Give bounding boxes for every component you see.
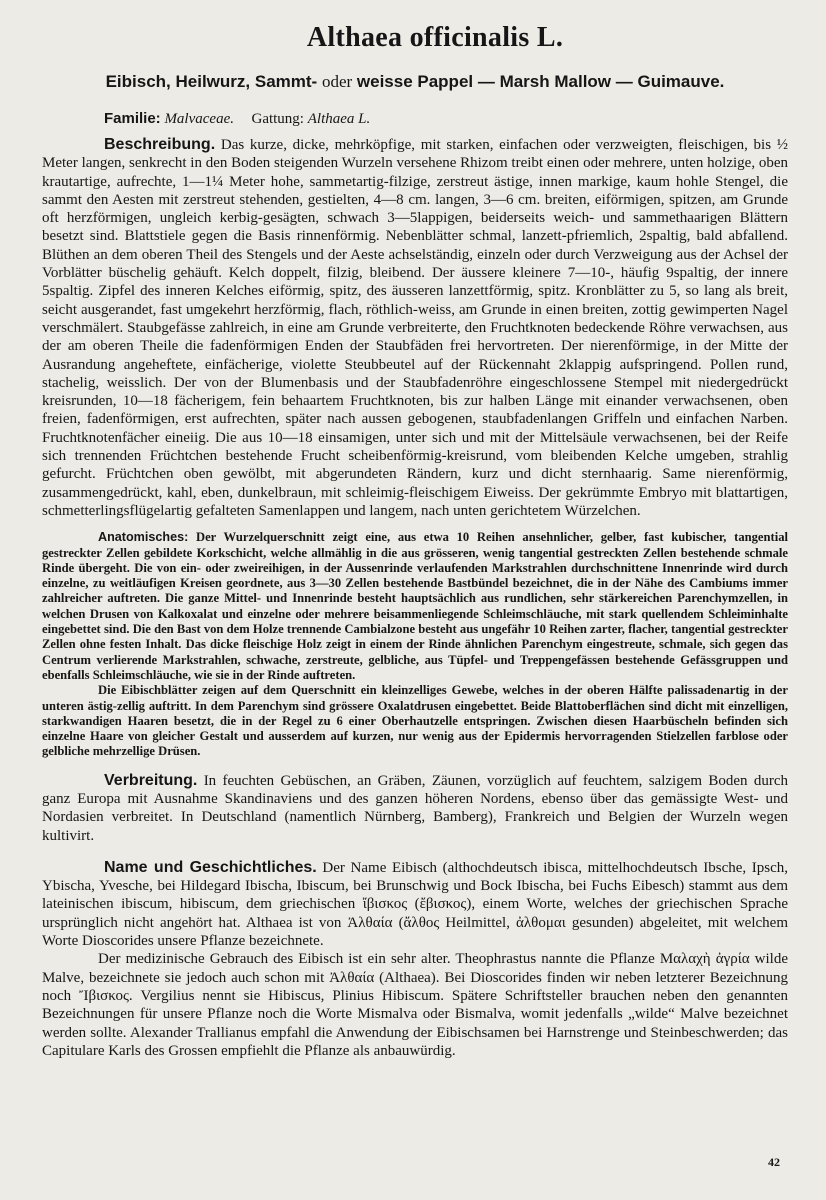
- anatomisches-heading: Anatomisches:: [98, 530, 189, 545]
- common-names-oder: oder: [321, 72, 353, 91]
- beschreibung-text: Das kurze, dicke, mehrköpfige, mit starken, einfachen oder verzweigten, fleischigen, bis ½ Meter langen, senkrecht in den Boden steigenden Wurzeln versehene Rhizom treibt einen oder mehrere, unten holzige, oben krautartige, aufrechte, 1—1¼ Meter hohe, sammetartig-filzige, zerstreut ästige, innen markige, kaum hohle Stengel, die sammt den Aesten mit zerstreut stehenden, gestielten, 4—8 cm. langen, 3—6 cm. breiten, eiförmigen, spitzen, am Grunde oft herzförmigen, ungleich kerbig-gesägten, schwach 3—5lappigen, beiderseits weich- und sammethaarigen Blättern besetzt sind. Blattstiele gegen die Basis rinnenförmig. Nebenblätter schmal, lanzett-pfriemlich, 2spaltig, bald abfallend. Blüthen an dem oberen Theil des Stengels und der Aeste achselständig, einzeln oder durch Verzweigung aus der Achsel der Vorblätter büschelig gehäuft. Kelch doppelt, filzig, bleibend. Der äussere kleinere 7—10-, häufig 9spaltig, der innere 5spaltig. Zipfel des inneren Kelches eiförmig, spitz, des äusseren lanzettförmig, spitz. Kronblätter zu 5, so lang als breit, seicht ausgerandet, fast umgekehrt herzförmig, flach, röthlich-weiss, am Grunde in einen breiten, zottig gewimperten Nagel verschmälert. Staubgefässe zahlreich, in eine am Grunde verbreiterte, den Fruchtknoten bedeckende Röhre verwachsen, aus der am oberen Theile die fadenförmigen Enden der Staubfäden frei hervortreten. Der nierenförmige, in der Mitte der Ausrandung angeheftete, einfächerige, violette Steubbeutel auf der Rückennaht 2klappig aufspringend. Pollen rund, stachelig, weisslich. Der von der Blumenbasis und der Staubfadenröhre eingeschlossene Stempel mit niedergedrückt kreisrunden, 10—18 fächerigem, fein behaartem Fruchtknoten, bis zur halben Länge mit einander verwachsenen, oben freien, fadenförmigen, erst aufrechten, später nach aussen gebogenen, staubfadenlangen Griffeln und einfachen Narben. Fruchtknotenfächer eineiig. Die aus 10—18 einsamigen, unter sich und mit der Mittelsäule verwachsenen, bei der Reife sich trennenden Früchtchen bestehende Frucht scheibenförmig-kreisrund, vom bleibenden Kelche umgeben, strahlig gefurcht. Früchtchen oben gewölbt, mit abgerundeten Rändern, kurz und dicht sternhaarig. Same nierenförmig, zusammengedrückt, kahl, eben, dunkelbraun, mit schleimig-fleischigem Eiweiss. Der gekrümmte Embryo mit blattartigen, schmetterlingsflügelartig gefalteten Samenlappen und langem, nach unten gerichtetem Würzelchen.: [42, 137, 789, 519]
- name-heading: Name und Geschichtliches.: [104, 858, 317, 876]
- anatomisches-section: [42, 530, 788, 683]
- anatomisches-blaetter: Die Eibischblätter zeigen auf dem Querschnitt ein kleinzelliges Gewebe, welches in der oberen Hälfte palissadenartig in der unteren ästig-zellig auftritt. In dem Parenchym sind grössere Oxalatdrusen eingebettet. Beide Blattoberflächen sind dicht mit einzelligen, starkwandigen Haaren besetzt, die in der Regel zu 6 einer Oberhautzelle entspringen. Zwischen diesen Haarbüscheln befinden sich einzelne Haare von gleicher Gestalt und ausserdem auf kurzen, nur wenig aus der Epidermis hervorragenden Stielzellen farblose oder gelbliche mehrzellige Drüsen.: [42, 683, 788, 759]
- verbreitung-section: [42, 772, 788, 845]
- familie-label: Familie:: [104, 110, 161, 127]
- beschreibung-heading: Beschreibung.: [104, 136, 216, 153]
- anatomisches-text: Der Wurzelquerschnitt zeigt eine, aus etwa 10 Reihen ansehnlicher, gelber, fast kubischer, tangential gestreckter Zellen gebildete Korkschicht, welche allmählig in die aus grösseren, wenig tangential gestreckten Zellen bestehende schmale Rinde übergeht. Die von ein- oder zweireihigen, in der Aussenrinde verlaufenden Markstrahlen durchschnittene Innenrinde wird durch einzelne, zu weitläufigen Kreisen geordnete, aus 3—30 Zellen bestehende Bastbündel bezeichnet, die in der Nähe des Cambiums immer zahlreicher auftreten. Die ganze Mittel- und Innenrinde besteht hauptsächlich aus rundlichen, sehr stärkereichen Parenchymzellen, in welchen Drusen von Kalkoxalat und einzelne oder mehrere beisammenliegende Schleimschläuche, mit stark quellendem Schleiminhalte eingebettet sind. Die den Bast von dem Holze trennende Cambialzone besteht aus ungefähr 10 Reihen zarter, flacher, tangential gestreckter Zellen ohne festen Inhalt. Das dicke fleischige Holz zeigt in einem der Rinde ähnlichen Parenchym eingestreute, schmale, sich gegen das Centrum verlierende Markstrahlen, schwache, zerstreute, gelbliche, aus Tüpfel- und Treppengefässen bestehende Gefässgruppen und ebenfalls Schleimschläuche, wie sie in der Rinde auftreten.: [42, 530, 789, 682]
- name-text: Der Name Eibisch (althochdeutsch ibisca, mittelhochdeutsch Ibsche, Ipsch, Ybischa, Yvesche, bei Hildegard Ibischa, Ibiscum, bei Brunschwig und Bock Ibischa, bei Fuchs Eibesch) stammt aus dem lateinischen ibiscum, hibiscum, dem griechischen ἴβισκος (ἔβισκος), einem Worte, welches der griechischen Sprache ursprünglich nicht angehört hat. Althaea ist von Ἀλθαία (ἄλθος Heilmittel, ἀλθομαι gesunden) abgeleitet, mit welchem Worte Dioscorides unsere Pflanze bezeichnete.: [42, 859, 789, 950]
- page-number: 42: [768, 1155, 780, 1169]
- beschreibung-section: [42, 136, 788, 520]
- common-names: [42, 72, 788, 92]
- common-names-part2: weisse Pappel — Marsh Mallow — Guimauve.: [356, 72, 725, 91]
- familie-value: Malvaceae.: [164, 111, 234, 127]
- name-section: [42, 859, 788, 950]
- common-names-part1: Eibisch, Heilwurz, Sammt-: [105, 72, 318, 91]
- page-title: Althaea officinalis L.: [306, 22, 564, 53]
- gattung-value: Althaea L.: [307, 111, 371, 127]
- verbreitung-heading: Verbreitung.: [104, 771, 198, 789]
- taxonomy-line: [104, 110, 788, 128]
- gattung-label: Gattung:: [251, 111, 304, 127]
- name-history: Der medizinische Gebrauch des Eibisch ist ein sehr alter. Theophrastus nannte die Pflanze Μαλαχὴ ἀγρία wilde Malve, bezeichnete sie jedoch auch schon mit Ἀλθαία (Althaea). Bei Dioscorides finden wir neben letzterer Bezeichnung noch Ἴβισκος. Vergilius nennt sie Hibiscus, Plinius Hibiscum. Spätere Schriftsteller brauchen neben den genannten Bezeichnungen für unsere Pflanze noch die Worte Mismalva oder Bismalva, womit jedenfalls „wilde“ Malve bezeichnet werden sollte. Alexander Trallianus empfahl die Anwendung der Eibischsamen bei Harnstrenge und Steinbeschwerden; das Capitulare Karls des Grossen empfiehlt die Pflanze als anbauwürdig.: [42, 951, 788, 1059]
- verbreitung-text: In feuchten Gebüschen, an Gräben, Zäunen, vorzüglich auf feuchtem, salzigem Boden durch ganz Europa mit Ausnahme Skandinaviens und des ganzen höheren Nordens, ebenso über das gemässigte West- und Nordasien verbreitet. In Deutschland (namentlich Nürnberg, Bamberg), Frankreich und Belgien der Wurzeln wegen kultivirt.: [42, 772, 788, 844]
